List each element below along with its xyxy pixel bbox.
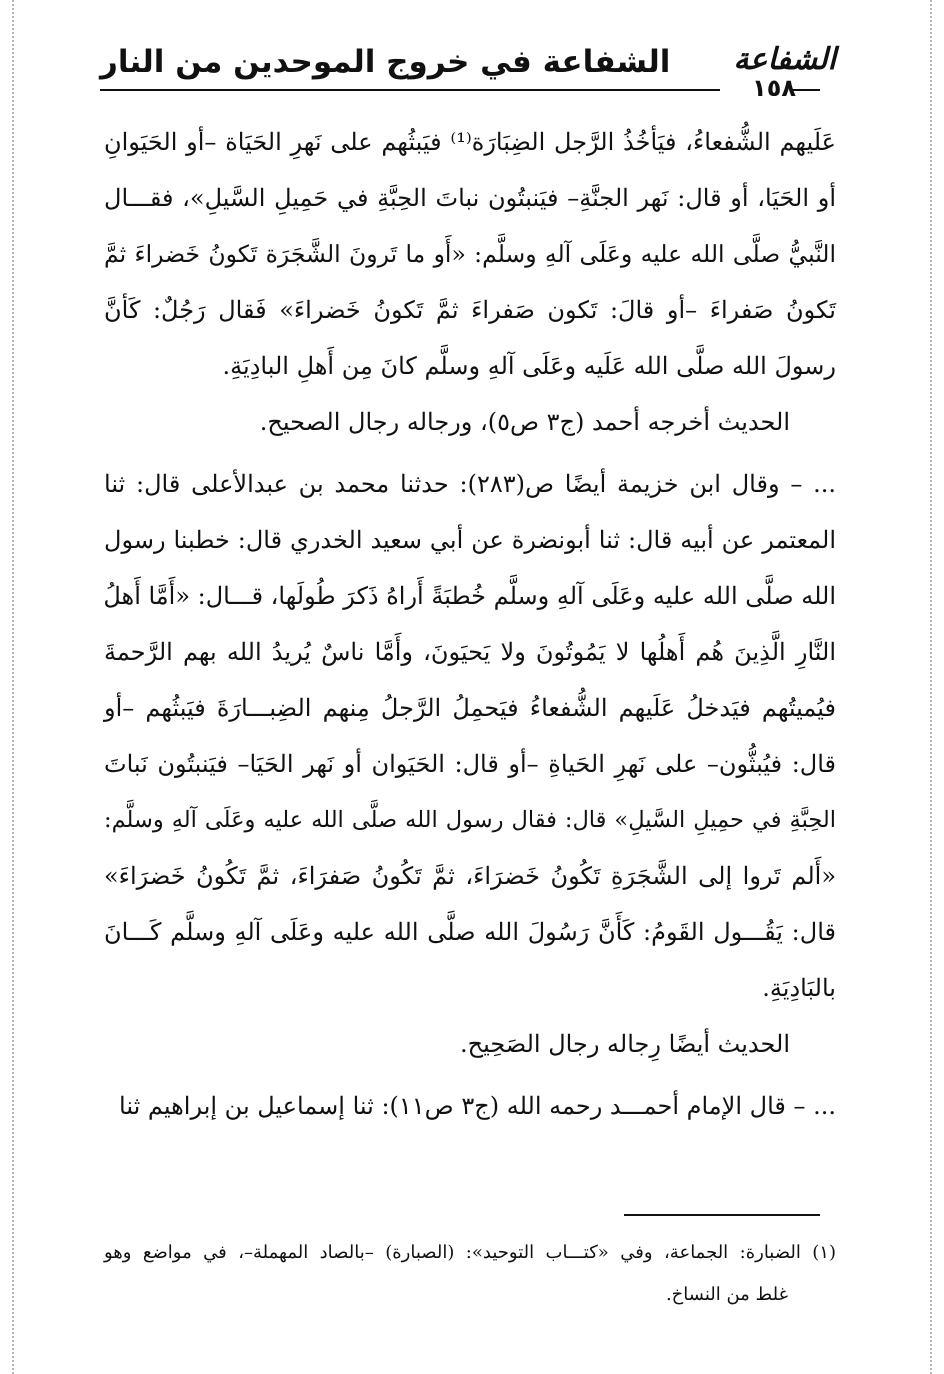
section-mark: الشفاعة	[733, 42, 836, 77]
footnotes	[104, 1232, 836, 1316]
text-line: قال: فيُبثُّون– على نَهرِ الحَياةِ –أو قال: الحَيَوان أو نَهر الحَيَا– فيَنبتُون نَباتَ	[104, 750, 836, 778]
source-note: الحديث أيضًا رِجاله رجال الصَحِيح.	[459, 1030, 790, 1058]
text-line: فيُميتُهم فيَدخلُ عَلَيهم الشُّفعاءُ فيَحمِلُ الرَّجلُ مِنهم الضِبـــارَةَ فيَبثُهم –أو	[104, 694, 836, 722]
text-line: تَكونُ صَفراءَ –أو قالَ: تَكون صَفراءَ ثمَّ تَكونُ خَضراءَ» فَقال رَجُلٌ: كَأنَّ	[104, 296, 836, 324]
footnote-rule	[624, 1214, 820, 1216]
right-punch-margin	[930, 0, 932, 1374]
page-header	[100, 40, 836, 100]
text-line: ... – قال الإمام أحمـــد رحمه الله (ج٣ ص١١): ثنا إسماعيل بن إبراهيم ثنا	[119, 1092, 836, 1120]
text-line: «أَلم تَروا إلى الشَّجَرَةِ تَكُونُ خَضرَاءَ، ثمَّ تَكُونُ صَفرَاءَ، ثمَّ تَكُونُ خَضرَاءَ»	[104, 862, 836, 890]
source-note: الحديث أخرجه أحمد (ج٣ ص٥)، ورجاله رجال الصحيح.	[259, 408, 790, 436]
text-line: النَّبيُّ صلَّى الله عليه وعَلَى آلهِ وسلَّم: «أَو ما تَرونَ الشَّجَرَة تَكونُ خَضراءَ ثمَّ	[104, 240, 836, 268]
text-line: المعتمر عن أبيه قال: ثنا أبونضرة عن أبي سعيد الخدري قال: خطبنا رسول	[104, 526, 836, 554]
footnote-line: غلط من النساخ.	[665, 1284, 788, 1305]
text-line: عَلَيهم الشُّفعاءُ، فيَأخُذُ الرَّجل الضِبَارَة⁽¹⁾ فيَبثُهم على نَهرِ الحَيَاة –أو الحَيَوانِ	[104, 128, 836, 156]
text-line: الله صلَّى الله عليه وعَلَى آلهِ وسلَّم خُطبَةً أَراهُ ذَكرَ طُولَها، قـــال: «أَمَّا أَهلُ	[103, 582, 836, 610]
footnote-line: (١) الضبارة: الجماعة، وفي «كتـــاب التوحيد»: (الصبارة) –بالصاد المهملة–، في مواضع وهو	[104, 1242, 836, 1263]
page-title: الشفاعة في خروج الموحدين من النار	[100, 44, 671, 80]
text-line: الحِبَّةِ في حمِيلِ السَّيلِ» قال: فقال رسول الله صلَّى الله عليه وعَلَى آلهِ وسلَّم:	[104, 807, 836, 833]
text-line: قال: يَقُـــول القَومُ: كَأَنَّ رَسُولَ الله صلَّى الله عليه وعَلَى آلهِ وسلَّم كَـــانَ	[104, 918, 836, 946]
header-rule	[100, 89, 720, 91]
left-punch-margin	[12, 0, 14, 1374]
text-line: بالبَادِيَةِ.	[762, 974, 836, 1002]
text-line: ... – وقال ابن خزيمة أيضًا ص(٢٨٣): حدثنا محمد بن عبدالأعلى قال: ثنا	[104, 470, 836, 498]
header-rule-short	[790, 89, 820, 91]
text-line: النَّارِ الَّذِينَ هُم أَهلُها لا يَمُوتُونَ ولا يَحيَونَ، وأَمَّا ناسٌ يُريدُ الله بهم الرَّحمةَ	[104, 638, 836, 666]
text-line: أو الحَيَا، أو قال: نَهر الجنَّةِ– فيَنبتُون نباتَ الحِبَّةِ في حَمِيلِ السَّيلِ»، فقـــال	[104, 184, 836, 212]
page-number: ١٥٨	[752, 74, 796, 102]
body-text	[104, 114, 836, 1134]
text-line: رسولَ الله صلَّى الله عَلَيه وعَلَى آلهِ وسلَّم كانَ مِن أَهلِ البادِيَةِ.	[222, 352, 836, 380]
